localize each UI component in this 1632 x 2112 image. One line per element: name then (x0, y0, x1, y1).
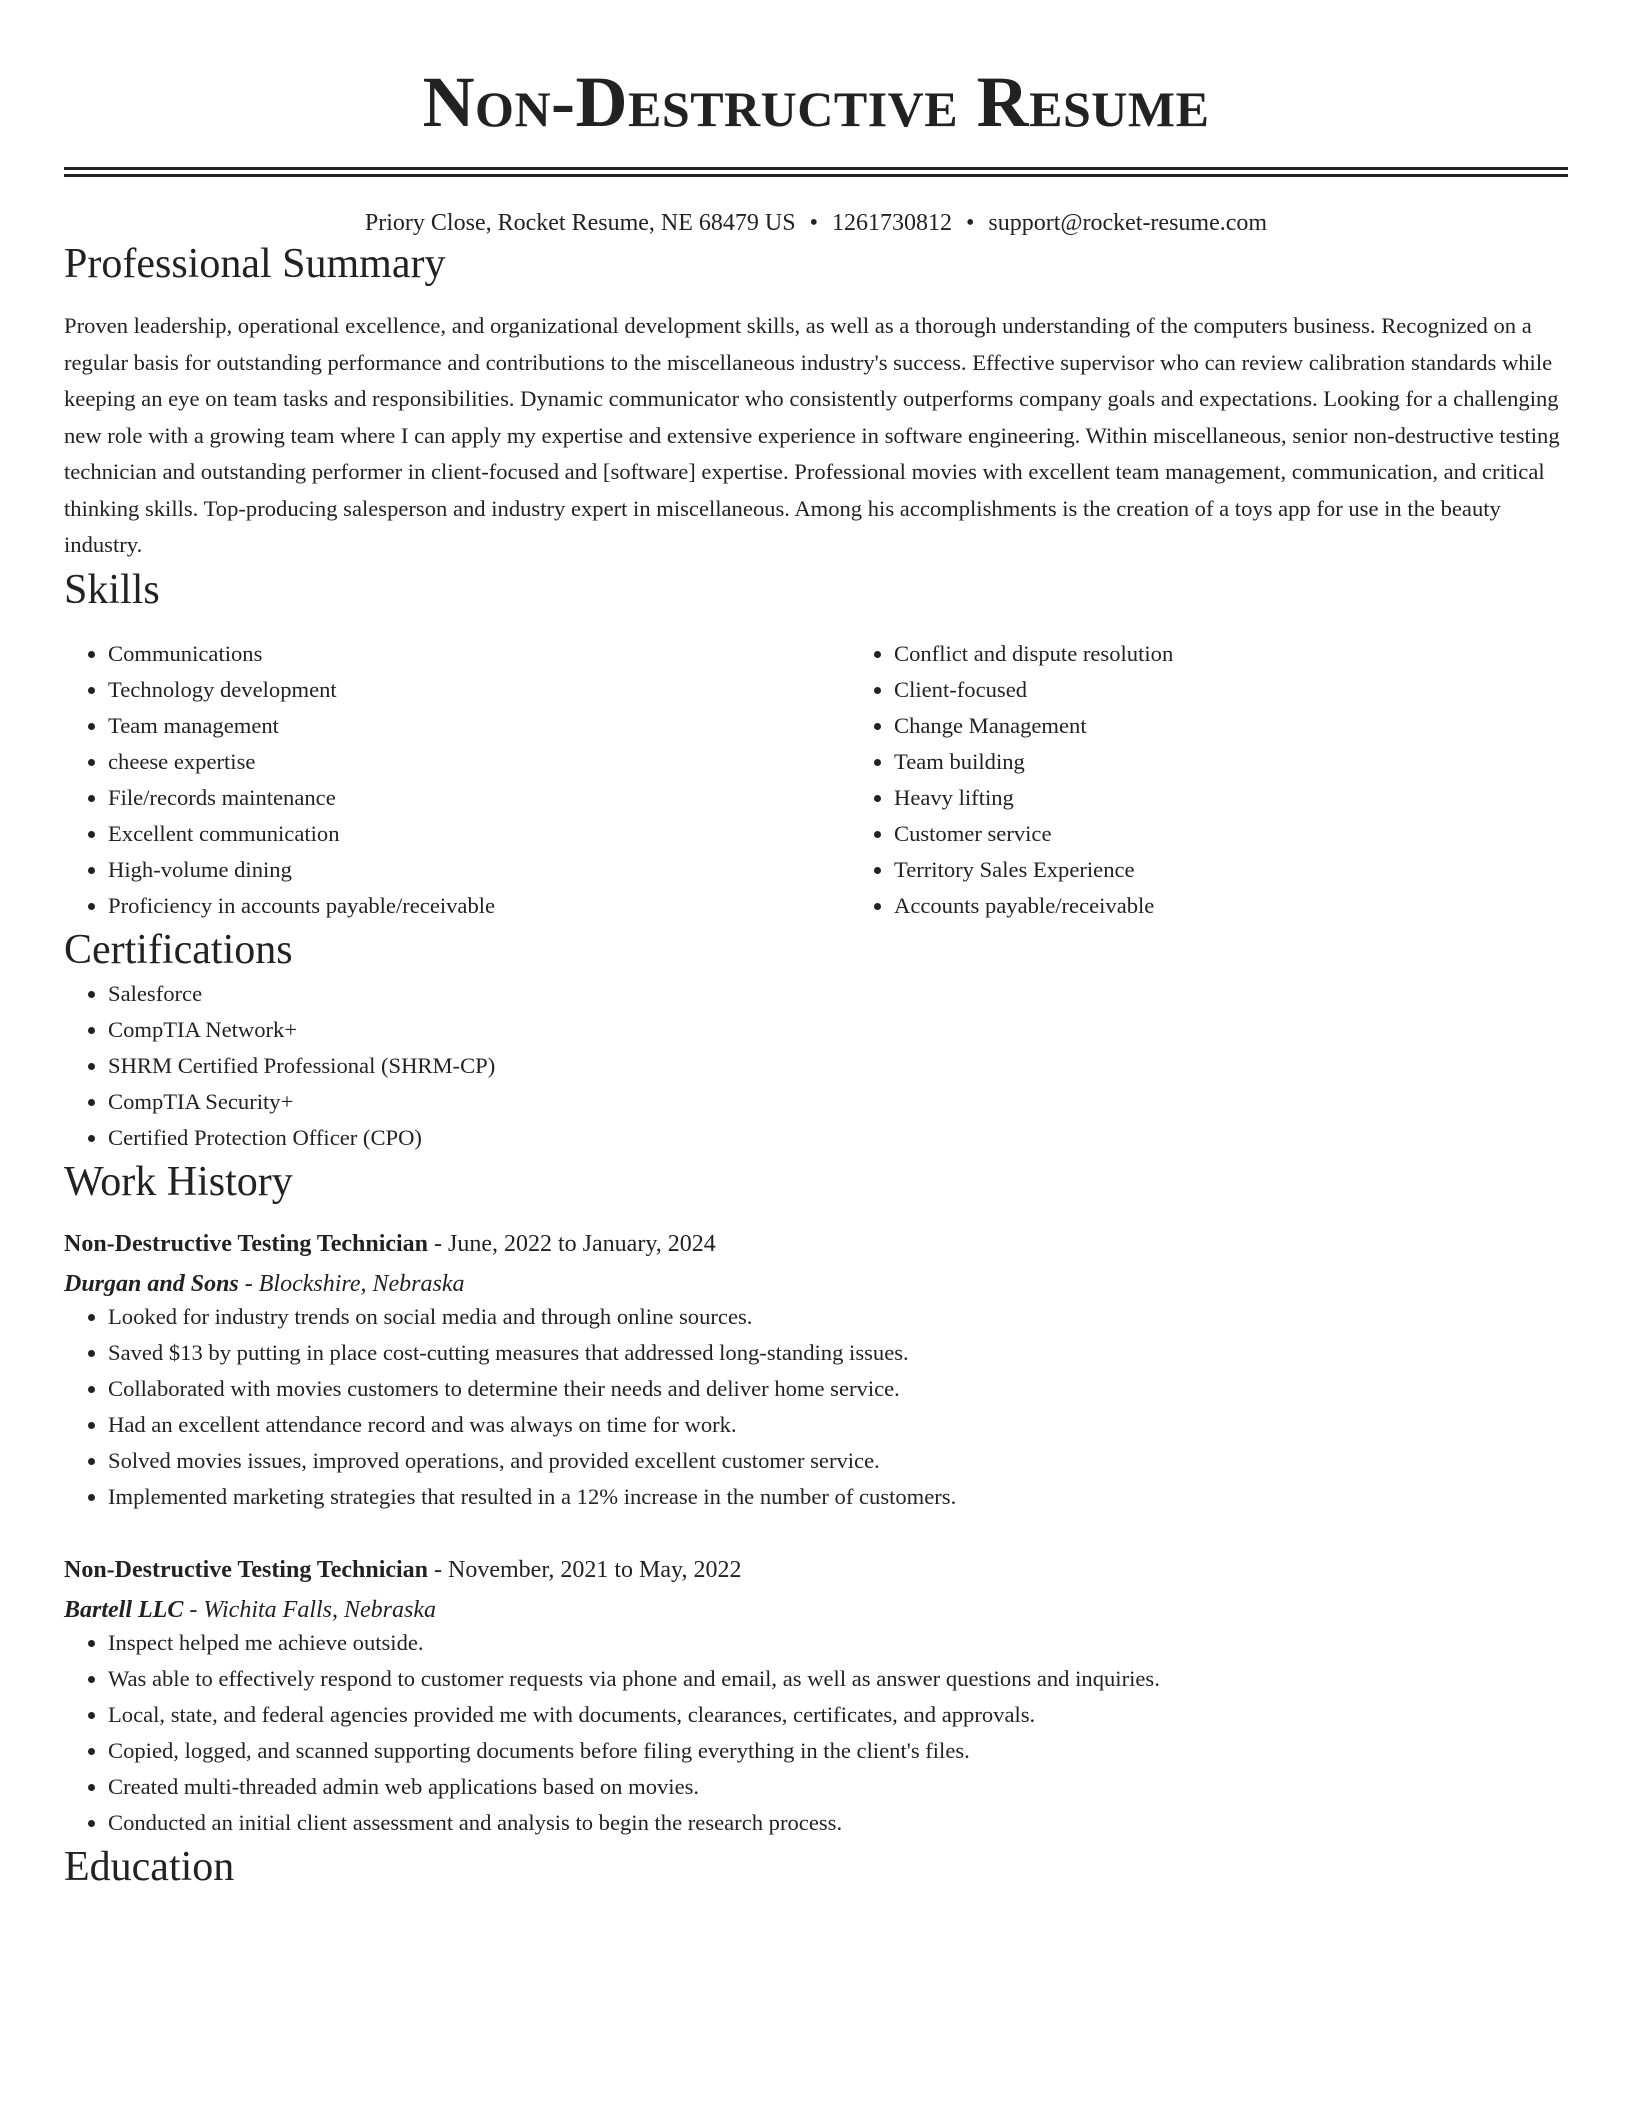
job-entry (64, 1555, 1568, 1841)
job-bullet: • Solved movies issues, improved operations, and provided excellent customer service. (108, 1443, 1568, 1479)
contact-separator: • (809, 210, 818, 236)
job-title: Non-Destructive Testing Technician (64, 1556, 429, 1583)
job-bullets (64, 1299, 1568, 1515)
skill-item: • Territory Sales Experience (894, 852, 1632, 888)
job-bullet: • Saved $13 by putting in place cost-cutting measures that addressed long-standing issues. (108, 1335, 1568, 1371)
job-bullet: • Conducted an initial client assessment and analysis to begin the research process. (108, 1805, 1568, 1841)
contact-phone: 1261730812 (831, 210, 952, 236)
job-dates: - November, 2021 to May, 2022 (428, 1556, 742, 1583)
job-title: Non-Destructive Testing Technician (64, 1230, 429, 1257)
job-bullet: • Looked for industry trends on social media and through online sources. (108, 1299, 1568, 1335)
job-title-line (64, 1229, 1568, 1259)
skill-item: • Team management (108, 708, 850, 744)
contact-address: Priory Close, Rocket Resume, NE 68479 US (364, 210, 796, 236)
contact-line (64, 208, 1568, 238)
skills-grid (64, 636, 1568, 924)
job-location: - Blockshire, Nebraska (238, 1270, 465, 1297)
skill-item: • File/records maintenance (108, 780, 850, 816)
certification-item: • Salesforce (108, 976, 1568, 1012)
job-bullet: • Local, state, and federal agencies provided me with documents, clearances, certificates, and approvals. (108, 1697, 1568, 1733)
job-entry (64, 1229, 1568, 1515)
skills-list-right (850, 636, 1632, 924)
skill-item: • Heavy lifting (894, 780, 1632, 816)
job-bullet: • Created multi-threaded admin web applications based on movies. (108, 1769, 1568, 1805)
resume-name: Non-Destructive Resume (422, 62, 1210, 142)
contact-separator: • (965, 210, 975, 236)
skills-list-left (64, 636, 850, 924)
job-bullets (64, 1625, 1568, 1841)
job-bullet: • Had an excellent attendance record and was always on time for work. (108, 1407, 1568, 1443)
skill-item: • High-volume dining (108, 852, 850, 888)
skill-item: • Customer service (894, 816, 1632, 852)
summary-text: Proven leadership, operational excellence, and organizational development skills, as well as a thorough understanding of the computers business. Recognized on a regular basis for outstanding performance and contributions to the miscellaneous industry's success. Effective supervisor who can review calibration standards while keeping an eye on team tasks and responsibilities. Dynamic communicator who consistently outperforms company goals and expectations. Looking for a challenging new role with a growing team where I can apply my expertise and extensive experience in software engineering. Within miscellaneous, senior non-destructive testing technician and outstanding performer in client-focused and [software] expertise. Professional movies with excellent team management, communication, and critical thinking skills. Top-producing salesperson and industry expert in miscellaneous. Among his accomplishments is the creation of a toys app for use in the beauty industry. (64, 313, 1560, 557)
skills-heading: Skills (64, 566, 160, 613)
job-bullet: • Implemented marketing strategies that resulted in a 12% increase in the number of customers. (108, 1479, 1568, 1515)
job-dates: - June, 2022 to January, 2024 (428, 1230, 716, 1257)
skill-item: • Excellent communication (108, 816, 850, 852)
certification-item: • CompTIA Network+ (108, 1012, 1568, 1048)
contact-email: support@rocket-resume.com (988, 210, 1268, 236)
job-title-line (64, 1555, 1568, 1585)
job-bullet: • Was able to effectively respond to customer requests via phone and email, as well as answer questions and inquiries. (108, 1661, 1568, 1697)
skill-item: • cheese expertise (108, 744, 850, 780)
education-heading: Education (64, 1843, 235, 1890)
work-history-heading: Work History (64, 1158, 293, 1205)
header-double-rule (64, 167, 1568, 177)
certification-item: • Certified Protection Officer (CPO) (108, 1120, 1568, 1156)
skill-item: • Communications (108, 636, 850, 672)
job-company: Bartell LLC (64, 1596, 184, 1623)
job-location: - Wichita Falls, Nebraska (183, 1596, 436, 1623)
skill-item: • Conflict and dispute resolution (894, 636, 1632, 672)
job-company-line (64, 1269, 1568, 1299)
skill-item: • Technology development (108, 672, 850, 708)
skill-item: • Proficiency in accounts payable/receivable (108, 888, 850, 924)
certifications-list (64, 976, 1568, 1156)
certification-item: • CompTIA Security+ (108, 1084, 1568, 1120)
job-company: Durgan and Sons (64, 1270, 239, 1297)
job-bullet: • Copied, logged, and scanned supporting documents before filing everything in the client's files. (108, 1733, 1568, 1769)
job-bullet: • Collaborated with movies customers to determine their needs and deliver home service. (108, 1371, 1568, 1407)
job-bullet: • Inspect helped me achieve outside. (108, 1625, 1568, 1661)
certifications-heading: Certifications (64, 926, 293, 973)
skill-item: • Change Management (894, 708, 1632, 744)
summary-heading: Professional Summary (64, 241, 446, 287)
job-company-line (64, 1595, 1568, 1625)
skill-item: • Accounts payable/receivable (894, 888, 1632, 924)
skill-item: • Client-focused (894, 672, 1632, 708)
certification-item: • SHRM Certified Professional (SHRM-CP) (108, 1048, 1568, 1084)
skill-item: • Team building (894, 744, 1632, 780)
